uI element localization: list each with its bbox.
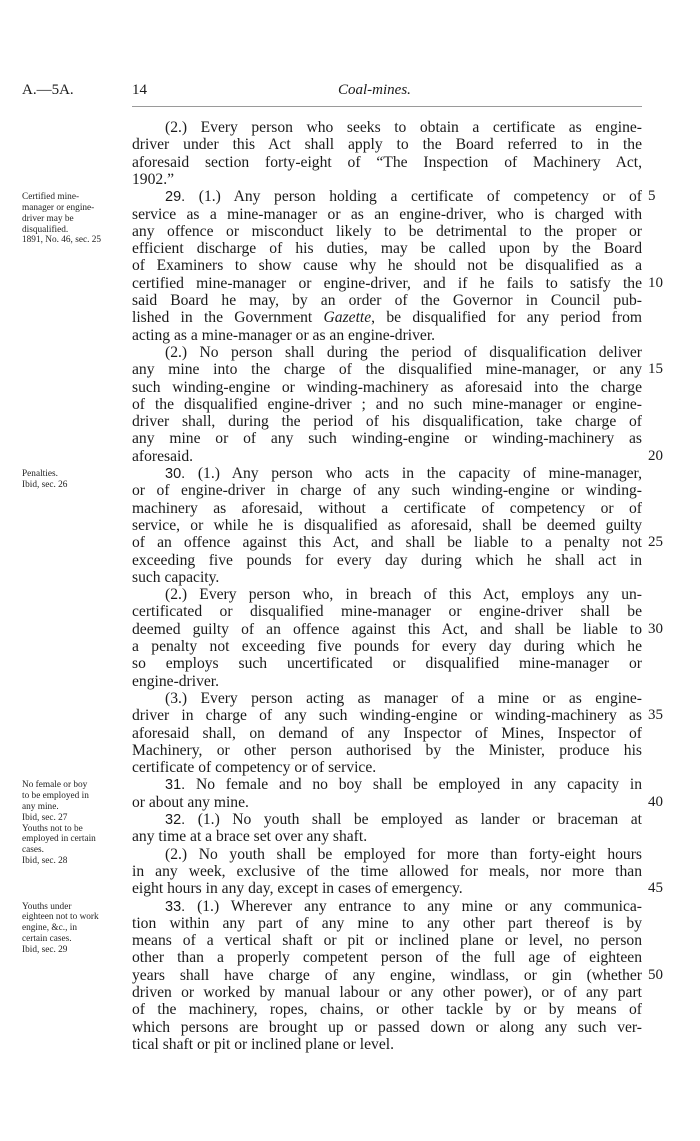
text-line: 1902.” [132,170,175,188]
page-number: 14 [132,82,147,98]
running-title: Coal-mines. [338,82,411,98]
line-number: 45 [648,880,663,897]
text-line: certificate of competency or of service. [132,759,377,777]
text-line: tion within any part of any mine to any other part thereof is by [132,914,642,932]
margin-note-line: engine, &c., in [22,923,77,934]
line-number: 10 [648,274,663,291]
text-line: of the machinery, ropes, chains, or other tackle by or by means of [132,1001,642,1019]
text-line: tical shaft or pit or inclined plane or level. [132,1035,394,1053]
text-line: any offence or misconduct likely to be detrimental to the proper or [132,222,642,240]
line-number: 50 [648,966,663,983]
header-rule [132,106,642,107]
margin-note-line: Youths not to be [22,823,83,834]
text-line: of the disqualified engine-driver ; and no such mine-manager or engine- [132,395,642,413]
text-line: any mine into the charge of the disqualified mine-manager, or any [132,361,642,379]
text-line: 30. (1.) Any person who acts in the capacity of mine-manager, [165,465,642,482]
text-line: which persons are brought up or passed down or along any such ver- [132,1018,642,1036]
text-line: driven or worked by manual labour or any other power), or of any part [132,984,642,1001]
margin-note-line: Penalties. [22,469,58,479]
margin-note-line: disqualified. [22,224,69,235]
text-line: service as a mine-manager or as an engine-driver, who is charged with [132,205,642,223]
margin-note-line: Ibid, sec. 29 [22,944,68,955]
margin-note [22,780,132,866]
line-number: 40 [648,793,663,810]
margin-note [22,469,132,491]
text-line: said Board he may, by an order of the Governor in Council pub- [132,292,642,309]
text-line: lished in the Government Gazette, be disqualified for any period from [132,309,642,327]
text-line: aforesaid section forty-eight of “The Inspection of Machinery Act, [132,153,642,171]
text-line: Machinery, or other person authorised by the Minister, produce his [132,741,642,759]
text-line: other than a properly competent person of the full age of eighteen [132,949,642,967]
margin-note [22,902,132,956]
text-line: driver shall, during the period of his disqualification, take charge of [132,413,642,431]
text-line: any time at a brace set over any shaft. [132,828,368,846]
text-line: (2.) No youth shall be employed for more than forty-eight hours [165,845,642,863]
text-line: efficient discharge of his duties, may be called upon by the Board [132,240,642,258]
text-line: deemed guilty of an offence against this Act, and shall be liable to [132,620,642,638]
text-line: service, or while he is disqualified as aforesaid, shall be deemed guilty [132,516,642,534]
margin-note-line: to be employed in [22,791,89,802]
text-line: means of a vertical shaft or pit or inclined plane or level, no person [132,932,642,950]
line-number: 20 [648,447,663,464]
text-line: engine-driver. [132,672,220,690]
text-line: aforesaid. [132,447,194,465]
margin-note-line: Certified mine- [22,192,80,203]
text-line: (2.) Every person who seeks to obtain a certificate as engine- [165,119,642,136]
text-line: such winding-engine or winding-machinery as aforesaid into the charge [132,378,642,396]
margin-note-line: employed in certain [22,834,96,845]
section-number: 29. [165,189,186,206]
section-number: 31. [165,777,186,794]
text-line: acting as a mine-manager or as an engine-driver. [132,326,436,344]
margin-note-line: Youths under [22,901,72,912]
margin-note-line: any mine. [22,801,59,812]
margin-note-line: certain cases. [22,933,72,944]
text-line: 29. (1.) Any person holding a certificate of competency or of [165,188,642,206]
page-header [0,82,700,104]
line-number: 15 [648,361,663,378]
text-line: 32. (1.) No youth shall be employed as lander or braceman at [165,811,642,828]
margin-note-line: Ibid, sec. 26 [22,479,68,490]
line-number: 35 [648,707,663,724]
text-line: such capacity. [132,568,220,586]
margin-note-line: manager or engine- [22,202,95,213]
line-number: 5 [648,188,656,205]
margin-note-line: driver may be [22,213,74,224]
text-line: 33. (1.) Wherever any entrance to any mine or any communica- [165,897,642,915]
section-number: 32. [165,812,186,828]
text-line: driver under this Act shall apply to the Board referred to in the [132,136,642,154]
text-line: or about any mine. [132,793,249,811]
section-number: 30. [165,466,186,482]
margin-note-line: cases. [22,845,44,856]
line-number: 30 [648,620,663,637]
text-line: eight hours in any day, except in cases of emergency. [132,880,463,898]
margin-note-line: Ibid, sec. 27 [22,812,68,823]
text-line: driver in charge of any such winding-engine or winding-machinery as [132,707,642,725]
text-line: exceeding five pounds for every day during which he shall act in [132,551,642,569]
text-line: so employs such uncertificated or disqualified mine-manager or [132,655,642,673]
text-line: a penalty not exceeding five pounds for every day during which he [132,638,642,655]
document-reference: A.—5A. [22,82,74,98]
text-line: years shall have charge of any engine, windlass, or gin (whether [132,966,642,984]
text-line: (2.) No person shall during the period of disqualification deliver [165,343,642,361]
section-number: 33. [165,898,186,915]
italic-term: Gazette [323,309,372,327]
text-line: 31. No female and no boy shall be employed in any capacity in [165,776,642,794]
text-line: or of engine-driver in charge of any such winding-engine or winding- [132,482,642,500]
text-line: (2.) Every person who, in breach of this Act, employs any un- [165,586,642,604]
text-line: (3.) Every person acting as manager of a mine or as engine- [165,689,642,707]
text-line: of an offence against this Act, and shall be liable to a penalty not [132,534,642,552]
margin-note-line: Ibid, sec. 28 [22,855,68,866]
text-line: machinery as aforesaid, without a certificate of competency or of [132,499,642,517]
line-number: 25 [648,534,663,551]
margin-note [22,192,132,246]
margin-note-line: No female or boy [22,780,88,791]
margin-note-line: 1891, No. 46, sec. 25 [22,235,102,246]
text-line: aforesaid shall, on demand of any Inspector of Mines, Inspector of [132,724,642,742]
text-line: of Examiners to show cause why he should not be disqualified as a [132,257,642,275]
text-line: in any week, exclusive of the time allowed for meals, nor more than [132,862,642,880]
text-line: certificated or disqualified mine-manager or engine-driver shall be [132,603,642,621]
text-line: certified mine-manager or engine-driver, and if he fails to satisfy the [132,274,642,292]
text-line: any mine or of any such winding-engine or winding-machinery as [132,430,642,448]
margin-note-line: eighteen not to work [22,912,99,923]
